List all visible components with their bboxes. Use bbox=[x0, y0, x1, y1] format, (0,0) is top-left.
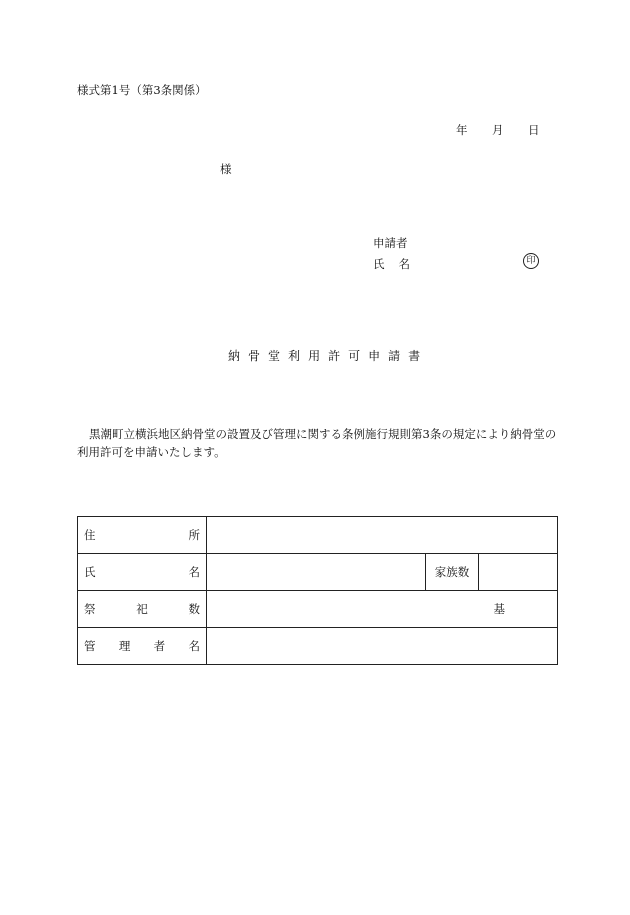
worship-count-field[interactable] bbox=[207, 591, 558, 628]
manager-name-label-cell bbox=[78, 628, 207, 665]
address-field[interactable] bbox=[207, 517, 558, 554]
title-char: 堂 bbox=[268, 349, 289, 363]
document-title bbox=[228, 347, 428, 364]
worship-count-label-cell bbox=[78, 591, 207, 628]
name-label-char: 氏 bbox=[84, 565, 96, 579]
family-count-label: 家族数 bbox=[426, 554, 479, 591]
addressee-suffix: 様 bbox=[220, 162, 232, 176]
table-row bbox=[78, 554, 558, 591]
manager-label-char: 名 bbox=[188, 639, 200, 653]
name-label-cell bbox=[78, 554, 207, 591]
title-char: 許 bbox=[328, 349, 349, 363]
table-row bbox=[78, 628, 558, 665]
table-row bbox=[78, 517, 558, 554]
worship-label-char: 祭 bbox=[84, 602, 96, 616]
seal-mark: 印 bbox=[523, 253, 539, 269]
title-char: 骨 bbox=[248, 349, 269, 363]
worship-label-char: 祀 bbox=[136, 602, 148, 616]
applicant-name-char: 氏 bbox=[373, 257, 385, 271]
manager-name-field[interactable] bbox=[207, 628, 558, 665]
title-char: 書 bbox=[408, 349, 429, 363]
manager-label-char: 者 bbox=[153, 639, 166, 653]
applicant-name-char: 名 bbox=[398, 257, 410, 271]
applicant-name-label bbox=[373, 256, 410, 272]
title-char: 用 bbox=[308, 349, 329, 363]
worship-label-char: 数 bbox=[188, 602, 200, 616]
manager-label-char: 理 bbox=[118, 639, 131, 653]
title-char: 利 bbox=[288, 349, 309, 363]
manager-label-char: 管 bbox=[84, 639, 96, 653]
form-number-label: 様式第1号（第3条関係） bbox=[77, 83, 207, 97]
application-details-table bbox=[77, 516, 558, 665]
name-field[interactable] bbox=[207, 554, 426, 591]
title-char: 可 bbox=[348, 349, 369, 363]
application-statement: 黒潮町立横浜地区納骨堂の設置及び管理に関する条例施行規則第3条の規定により納骨堂の利用許可を申請いたします。 bbox=[77, 427, 557, 459]
address-label-char: 住 bbox=[84, 528, 96, 542]
table-row bbox=[78, 591, 558, 628]
applicant-label: 申請者 bbox=[373, 236, 408, 250]
date-day-label: 日 bbox=[528, 123, 540, 137]
title-char: 請 bbox=[388, 349, 409, 363]
date-month-label: 月 bbox=[492, 123, 504, 137]
family-count-field[interactable] bbox=[479, 554, 558, 591]
address-label-cell bbox=[78, 517, 207, 554]
title-char: 申 bbox=[368, 349, 389, 363]
date-year-label: 年 bbox=[456, 123, 468, 137]
address-label-char: 所 bbox=[188, 528, 200, 542]
name-label-char: 名 bbox=[188, 565, 200, 579]
title-char: 納 bbox=[228, 349, 249, 363]
worship-unit-label: 基 bbox=[493, 602, 506, 616]
